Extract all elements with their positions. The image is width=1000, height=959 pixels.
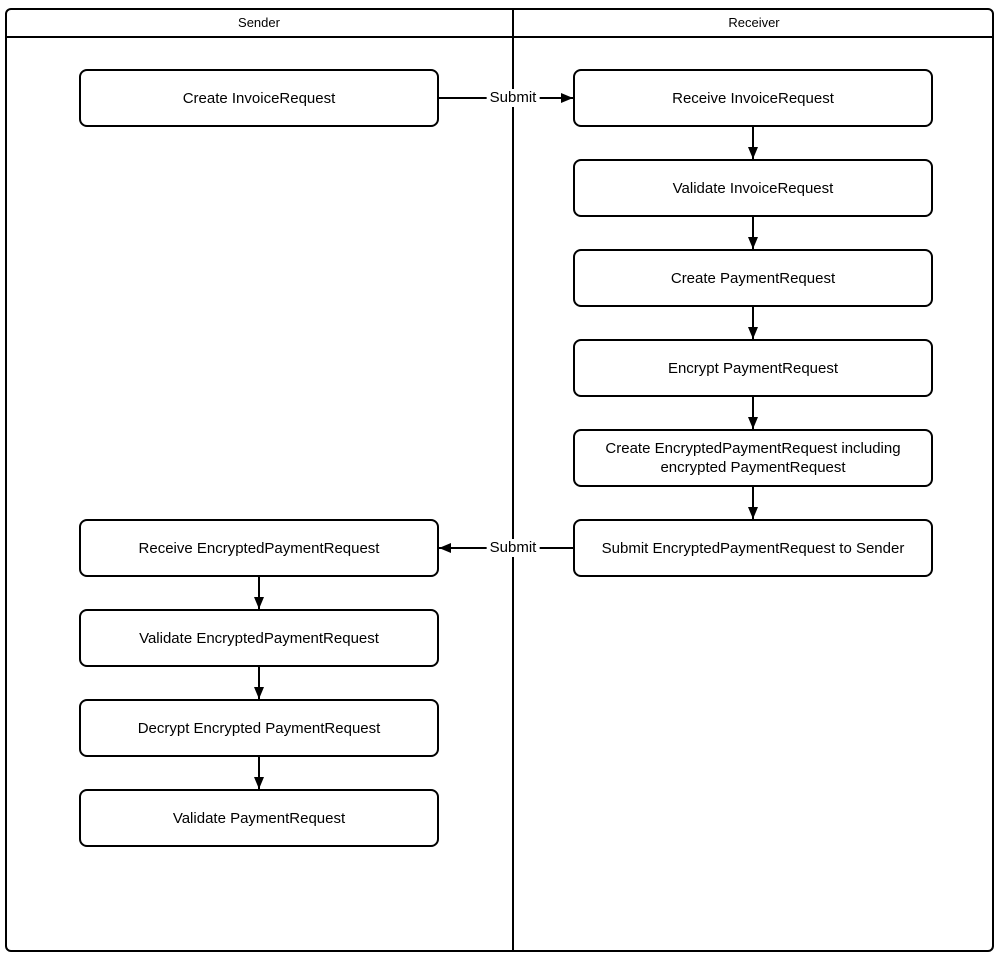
lane-header-divider — [5, 36, 994, 38]
node-label: Decrypt Encrypted PaymentRequest — [137, 719, 381, 737]
flow-node-receive-invoicerequest — [573, 69, 933, 127]
node-label: Receive InvoiceRequest — [672, 89, 834, 107]
flow-node-validate-paymentrequest — [79, 789, 439, 847]
edge-label-submit-invoice: Submit — [487, 89, 540, 107]
lane-title-sender: Sender — [238, 15, 280, 30]
flow-node-decrypt-encrypted-paymentrequest — [79, 699, 439, 757]
lane-title-receiver: Receiver — [728, 15, 780, 30]
flow-node-validate-invoicerequest — [573, 159, 933, 217]
flow-node-receive-encryptedpaymentrequest — [79, 519, 439, 577]
flow-node-create-encryptedpaymentrequest — [573, 429, 933, 487]
node-label: Create EncryptedPaymentRequest including encrypted PaymentRequest — [605, 440, 901, 476]
flow-node-submit-encryptedpaymentrequest-to-sender — [573, 519, 933, 577]
flow-node-encrypt-paymentrequest — [573, 339, 933, 397]
node-label: Receive EncryptedPaymentRequest — [138, 539, 380, 557]
node-label: Validate InvoiceRequest — [672, 179, 834, 197]
node-label: Create InvoiceRequest — [182, 89, 336, 107]
node-label: Validate EncryptedPaymentRequest — [139, 629, 379, 647]
flow-node-validate-encryptedpaymentrequest — [79, 609, 439, 667]
node-label: Encrypt PaymentRequest — [667, 359, 839, 377]
node-label: Validate PaymentRequest — [172, 809, 346, 827]
node-label: Submit EncryptedPaymentRequest to Sender — [601, 539, 905, 557]
flow-node-create-invoicerequest — [79, 69, 439, 127]
lane-divider — [512, 8, 514, 950]
flow-node-create-paymentrequest — [573, 249, 933, 307]
node-label: Create PaymentRequest — [670, 269, 836, 287]
edge-label-submit-payment: Submit — [487, 539, 540, 557]
